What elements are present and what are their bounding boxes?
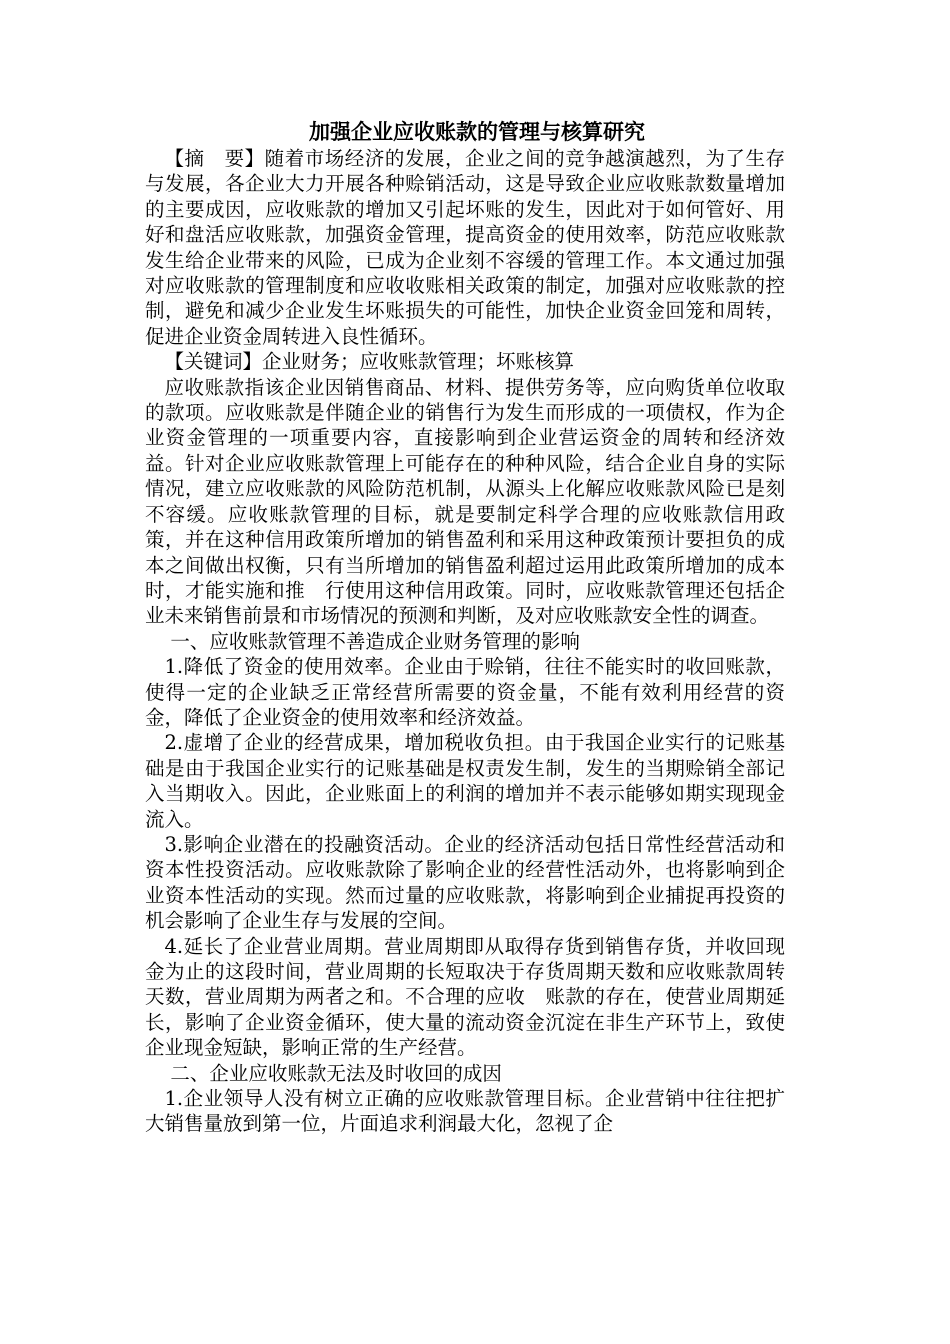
document-page xyxy=(145,118,785,1137)
intro-paragraph: 应收账款指该企业因销售商品、材料、提供劳务等，应向购货单位收取的款项。应收账款是伴随企业的销售行为发生而形成的一项债权，作为企业资金管理的一项重要内容，直接影响到企业营运资金的周转和经济效益。针对企业应收账款管理上可能存在的种种风险，结合企业自身的实际情况，建立应收账款的风险防范机制，从源头上化解应收账款风险已是刻不容缓。应收账款管理的目标，就是要制定科学合理的应收账款信用政策，并在这种信用政策所增加的销售盈利和采用这种政策预计要担负的成本之间做出权衡，只有当所增加的销售盈利超过运用此政策所增加的成本时，才能实施和推 行使用这种信用政策。同时，应收账款管理还包括企业未来销售前景和市场情况的预测和判断，及对应收账款安全性的调查。 xyxy=(145,375,785,628)
section-heading: 一、应收账款管理不善造成企业财务管理的影响 xyxy=(170,629,580,653)
list-item: 3.影响企业潜在的投融资活动。企业的经济活动包括日常性经营活动和资本性投资活动。应收账款除了影响企业的经营性活动外，也将影响到企业资本性活动的实现。然而过量的应收账款，将影响到企业捕捉再投资的机会影响了企业生存与发展的空间。 xyxy=(145,832,785,933)
section-heading: 二、企业应收账款无法及时收回的成因 xyxy=(170,1061,502,1085)
list-item: 4.延长了企业营业周期。营业周期即从取得存货到销售存货，并收回现金为止的这段时间，营业周期的长短取决于存货周期天数和应收账款周转天数，营业周期为两者之和。不合理的应收 账款的存在，使营业周期延长，影响了企业资金循环，使大量的流动资金沉淀在非生产环节上，致使企业现金短缺，影响正常的生产经营。 xyxy=(145,934,785,1060)
list-item: 1.企业领导人没有树立正确的应收账款管理目标。企业营销中往往把扩大销售量放到第一位，片面追求利润最大化，忽视了企 xyxy=(145,1087,785,1136)
keywords-paragraph: 【关键词】企业财务；应收账款管理；坏账核算 xyxy=(164,350,575,374)
list-item: 1.降低了资金的使用效率。企业由于赊销，往往不能实时的收回账款，使得一定的企业缺乏正常经营所需要的资金量，不能有效利用经营的资金，降低了企业资金的使用效率和经济效益。 xyxy=(145,655,785,729)
abstract-paragraph: 【摘 要】随着市场经济的发展，企业之间的竞争越演越烈，为了生存与发展，各企业大力开展各种赊销活动，这是导致企业应收账款数量增加的主要成因，应收账款的增加又引起坏账的发生，因此对于如何管好、用好和盘活应收账款，加强资金管理，提高资金的使用效率，防范应收账款发生给企业带来的风险，已成为企业刻不容缓的管理工作。本文通过加强对应收账款的管理制度和应收收账相关政策的制定，加强对应收账款的控制，避免和减少企业发生坏账损失的可能性，加快企业资金回笼和周转，促进企业资金周转进入良性循环。 xyxy=(145,147,785,348)
list-item: 2.虚增了企业的经营成果，增加税收负担。由于我国企业实行的记账基础是由于我国企业实行的记账基础是权责发生制，发生的当期赊销全部记入当期收入。因此，企业账面上的利润的增加并不表示能够如期实现现金流入。 xyxy=(145,731,785,831)
document-title: 加强企业应收账款的管理与核算研究 xyxy=(309,119,645,144)
